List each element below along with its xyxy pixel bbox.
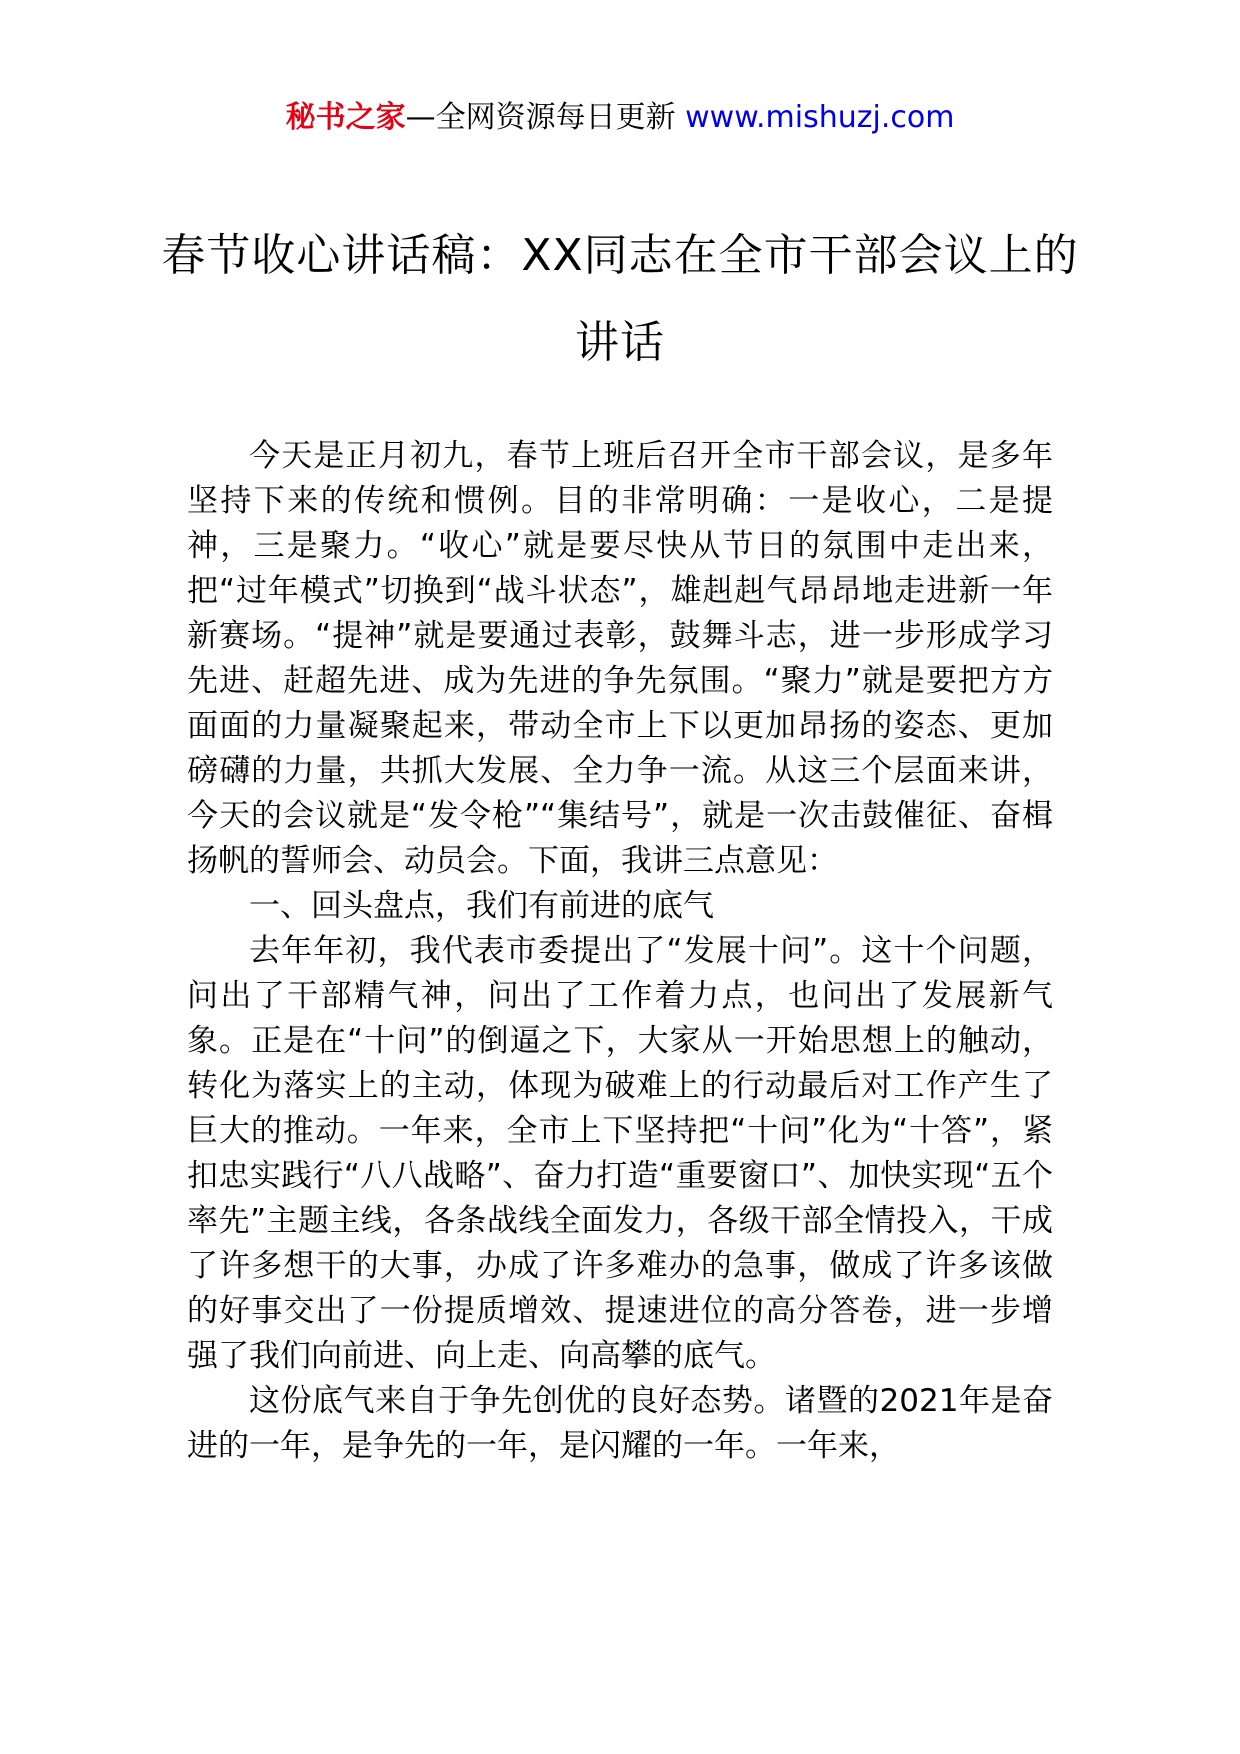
paragraph-momentum: 这份底气来自于争先创优的良好态势。诸暨的2021年是奋进的一年，是争先的一年，是闪耀的一年。一年来， — [187, 1383, 1053, 1464]
header-tagline: —全网资源每日更新 — [405, 100, 676, 135]
document-title: 春节收心讲话稿：XX同志在全市干部会议上的讲话 — [161, 230, 1079, 368]
paragraph-intro: 今天是正月初九，春节上班后召开全市干部会议，是多年坚持下来的传统和惯例。目的非常明确：一是收心，二是提神，三是聚力。“收心”就是要尽快从节日的氛围中走出来，把“过年模式”切换到“战斗状态”，雄赳赳气昂昂地走进新一年新赛场。“提神”就是要通过表彰，鼓舞斗志，进一步形成学习先进、赶超先进、成为先进的争先氛围。“聚力”就是要把方方面面的力量凝聚起来，带动全市上下以更加昂扬的姿态、更加磅礴的力量，共抓大发展、全力争一流。从这三个层面来讲，今天的会议就是“发令枪”“集结号”，就是一次击鼓催征、奋楫扬帆的誓师会、动员会。下面，我讲三点意见： — [187, 438, 1053, 879]
section-heading-1: 一、回头盘点，我们有前进的底气 — [249, 888, 714, 924]
document-body — [187, 434, 1053, 1469]
paragraph-review: 去年年初，我代表市委提出了“发展十问”。这十个问题，问出了干部精气神，问出了工作着力点，也问出了发展新气象。正是在“十问”的倒逼之下，大家从一开始思想上的触动，转化为落实上的主动，体现为破难上的行动最后对工作产生了巨大的推动。一年来，全市上下坚持把“十问”化为“十答”，紧扣忠实践行“八八战略”、奋力打造“重要窗口”、加快实现“五个率先”主题主线，各条战线全面发力，各级干部全情投入，干成了许多想干的大事，办成了许多难办的急事，做成了许多该做的好事交出了一份提质增效、提速进位的高分答卷，进一步增强了我们向前进、向上走、向高攀的底气。 — [187, 933, 1053, 1374]
site-header — [0, 98, 1240, 138]
brand-name: 秘书之家 — [285, 100, 406, 135]
site-url-link[interactable]: www.mishuzj.com — [685, 100, 955, 135]
